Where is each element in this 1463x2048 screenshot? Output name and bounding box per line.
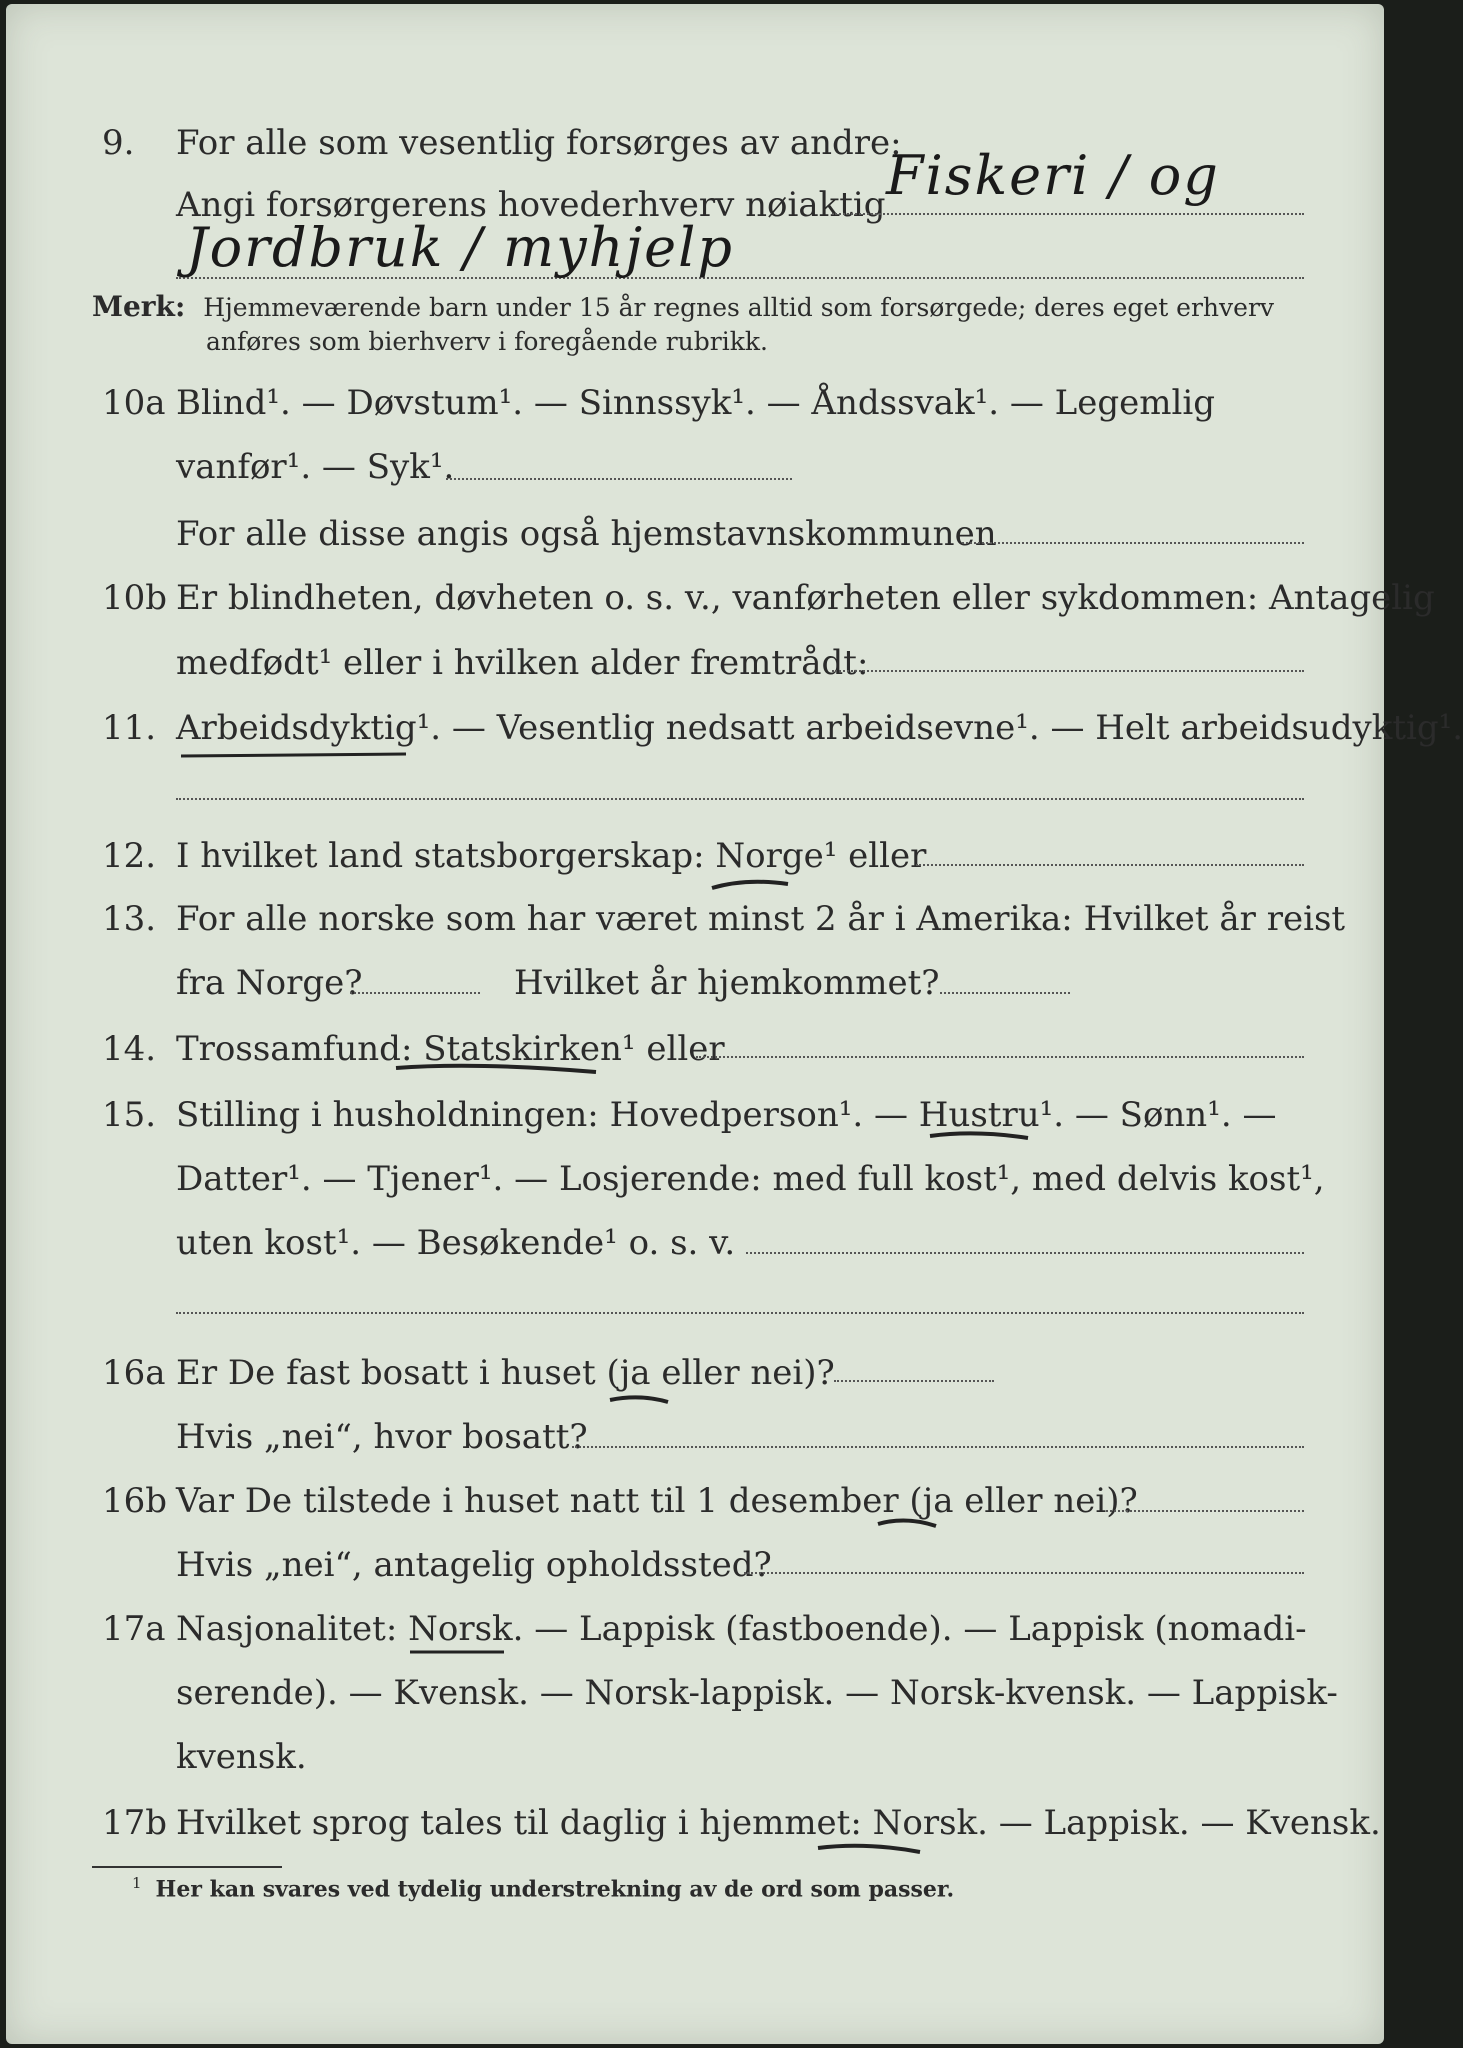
item-text: For alle norske som har været minst 2 år i Amerika: Hvilket år reist	[176, 899, 1346, 939]
item-text: Var De tilstede i huset natt til 1 desember (ja eller nei)?	[176, 1481, 1138, 1521]
item-text: I hvilket land statsborgerskap: Norge¹ eller	[176, 836, 927, 876]
item-text: For alle som vesentlig forsørges av andre:	[176, 123, 902, 163]
item-text: Stilling i husholdningen: Hovedperson¹. — Hustru¹. — Sønn¹. —	[176, 1095, 1277, 1135]
footnote-text: Her kan svares ved tydelig understrekning av de ord som passer.	[155, 1876, 955, 1903]
item-text: Nasjonalitet: Norsk. — Lappisk (fastboende). — Lappisk (nomadi-	[176, 1609, 1307, 1649]
item-number: 14.	[102, 1029, 157, 1069]
item-number: 13.	[102, 899, 157, 939]
underline-norsk-17b	[818, 1846, 920, 1852]
underline-statskirken	[396, 1066, 596, 1072]
item-text: medfødt¹ eller i hvilken alder fremtrådt:	[176, 643, 869, 683]
item-number: 10a	[102, 383, 166, 423]
item-text: Datter¹. — Tjener¹. — Losjerende: med full kost¹, med delvis kost¹,	[176, 1159, 1325, 1199]
item-number: 17a	[102, 1609, 166, 1649]
handwritten-answer-occupation: Fiskeri / og	[886, 144, 1220, 207]
item-number: 15.	[102, 1095, 157, 1135]
footnote-rule	[92, 1866, 282, 1868]
item-text: Arbeidsdyktig¹. — Vesentlig nedsatt arbeidsevne¹. — Helt arbeidsudyktig¹.	[176, 708, 1463, 748]
underline-ja-16b	[878, 1520, 936, 1526]
item-number: 16b	[102, 1481, 168, 1521]
underline-norge	[712, 882, 788, 888]
item-number: 9.	[102, 123, 135, 163]
item-text: serende). — Kvensk. — Norsk-lappisk. — Norsk-kvensk. — Lappisk-	[176, 1673, 1338, 1713]
item-number: 10b	[102, 578, 168, 618]
item-text: Angi forsørgerens hovederhverv nøiaktig	[176, 185, 886, 225]
item-number: 16a	[102, 1353, 166, 1393]
item-text: fra Norge?	[176, 963, 363, 1003]
item-text: uten kost¹. — Besøkende¹ o. s. v.	[176, 1223, 736, 1263]
item-text: Trossamfund: Statskirken¹ eller	[176, 1029, 725, 1069]
handwritten-answer-occupation-2: Jordbruk / myhjelp	[186, 216, 734, 279]
item-number: 12.	[102, 836, 157, 876]
item-text: Blind¹. — Døvstum¹. — Sinnssyk¹. — Åndssvak¹. — Legemlig	[176, 383, 1215, 423]
item-text: vanfør¹. — Syk¹.	[176, 447, 455, 487]
answer-underline-marks	[6, 4, 1463, 2044]
item-text-2: Hvilket år hjemkommet?	[514, 963, 940, 1003]
footnote-mark: 1	[132, 1874, 142, 1892]
census-form-page	[6, 4, 1463, 2044]
footnote	[132, 1874, 954, 1902]
underline-arbeidsdyktig	[181, 754, 406, 756]
item-number: 17b	[102, 1803, 168, 1843]
note-text-line-2: anføres som bierhverv i foregående rubrikk.	[206, 327, 768, 356]
item-text: For alle disse angis også hjemstavnskommunen	[176, 514, 997, 554]
item-text: Er blindheten, døvheten o. s. v., vanførheten eller sykdommen: Antagelig	[176, 578, 1435, 618]
item-text: kvensk.	[176, 1737, 307, 1777]
item-text: Er De fast bosatt i huset (ja eller nei)?	[176, 1353, 835, 1393]
note-label: Merk:	[92, 290, 186, 323]
note-text-line-1: Hjemmeværende barn under 15 år regnes alltid som forsørgede; deres eget erhverv	[203, 293, 1275, 322]
underline-ja-16a	[610, 1397, 668, 1402]
item-number: 11.	[102, 708, 157, 748]
item-text: Hvis „nei“, hvor bosatt?	[176, 1417, 588, 1457]
item-text: Hvilket sprog tales til daglig i hjemmet: Norsk. — Lappisk. — Kvensk.	[176, 1803, 1381, 1843]
underline-hustru	[930, 1133, 1028, 1138]
item-text: Hvis „nei“, antagelig opholdssted?	[176, 1545, 772, 1585]
